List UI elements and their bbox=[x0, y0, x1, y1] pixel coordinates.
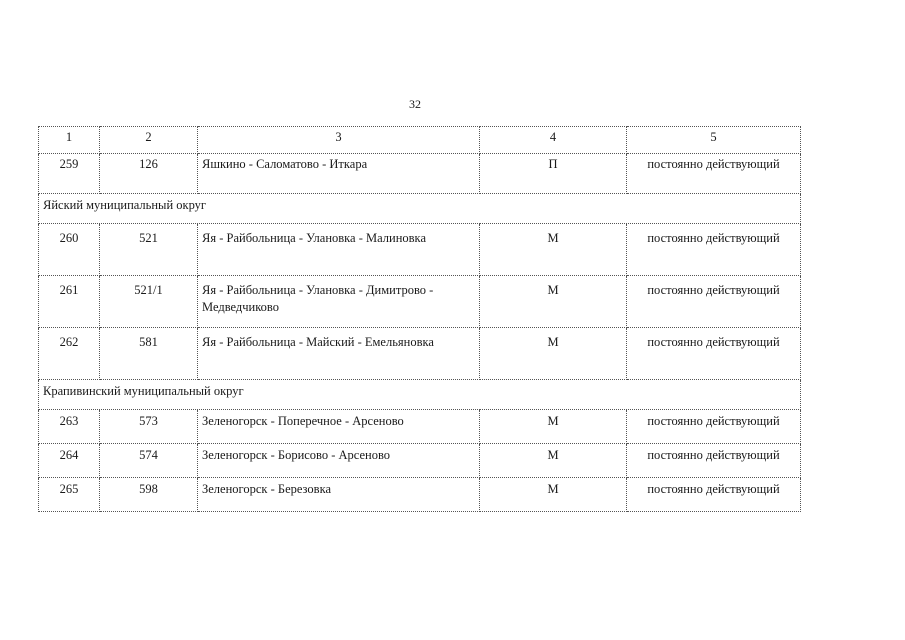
row-number: 260 bbox=[39, 224, 100, 276]
route-number: 521/1 bbox=[100, 276, 198, 328]
route-name: Зеленогорск - Поперечное - Арсеново bbox=[198, 410, 480, 444]
header-cell-3: 3 bbox=[198, 127, 480, 154]
row-number: 263 bbox=[39, 410, 100, 444]
route-status: постоянно действующий bbox=[627, 478, 801, 512]
route-number: 598 bbox=[100, 478, 198, 512]
route-name: Яшкино - Саломатово - Иткара bbox=[198, 154, 480, 194]
row-number: 264 bbox=[39, 444, 100, 478]
route-number: 581 bbox=[100, 328, 198, 380]
route-type: М bbox=[480, 276, 627, 328]
route-type: М bbox=[480, 478, 627, 512]
table-row bbox=[39, 478, 801, 512]
section-row bbox=[39, 380, 801, 410]
routes-table bbox=[38, 126, 801, 512]
row-number: 262 bbox=[39, 328, 100, 380]
route-type: П bbox=[480, 154, 627, 194]
table-row bbox=[39, 410, 801, 444]
row-number: 265 bbox=[39, 478, 100, 512]
route-name: Яя - Райбольница - Улановка - Малиновка bbox=[198, 224, 480, 276]
table-row bbox=[39, 154, 801, 194]
route-number: 574 bbox=[100, 444, 198, 478]
route-number: 521 bbox=[100, 224, 198, 276]
route-type: М bbox=[480, 410, 627, 444]
row-number: 259 bbox=[39, 154, 100, 194]
route-type: М bbox=[480, 224, 627, 276]
route-name: Яя - Райбольница - Майский - Емельяновка bbox=[198, 328, 480, 380]
route-status: постоянно действующий bbox=[627, 224, 801, 276]
route-number: 573 bbox=[100, 410, 198, 444]
table-header-row bbox=[39, 127, 801, 154]
route-name: Зеленогорск - Березовка bbox=[198, 478, 480, 512]
row-number: 261 bbox=[39, 276, 100, 328]
route-status: постоянно действующий bbox=[627, 276, 801, 328]
page-number: 32 bbox=[409, 97, 421, 111]
route-status: постоянно действующий bbox=[627, 444, 801, 478]
header-cell-1: 1 bbox=[39, 127, 100, 154]
route-type: М bbox=[480, 444, 627, 478]
route-type: М bbox=[480, 328, 627, 380]
section-title: Крапивинский муниципальный округ bbox=[39, 380, 801, 410]
section-row bbox=[39, 194, 801, 224]
route-status: постоянно действующий bbox=[627, 154, 801, 194]
route-status: постоянно действующий bbox=[627, 328, 801, 380]
route-name: Яя - Райбольница - Улановка - Димитрово - Медведчиково bbox=[198, 276, 480, 328]
table-row bbox=[39, 328, 801, 380]
route-status: постоянно действующий bbox=[627, 410, 801, 444]
route-name: Зеленогорск - Борисово - Арсеново bbox=[198, 444, 480, 478]
table-row bbox=[39, 224, 801, 276]
header-cell-4: 4 bbox=[480, 127, 627, 154]
section-title: Яйский муниципальный округ bbox=[39, 194, 801, 224]
header-cell-5: 5 bbox=[627, 127, 801, 154]
table-row bbox=[39, 276, 801, 328]
route-number: 126 bbox=[100, 154, 198, 194]
header-cell-2: 2 bbox=[100, 127, 198, 154]
table-row bbox=[39, 444, 801, 478]
